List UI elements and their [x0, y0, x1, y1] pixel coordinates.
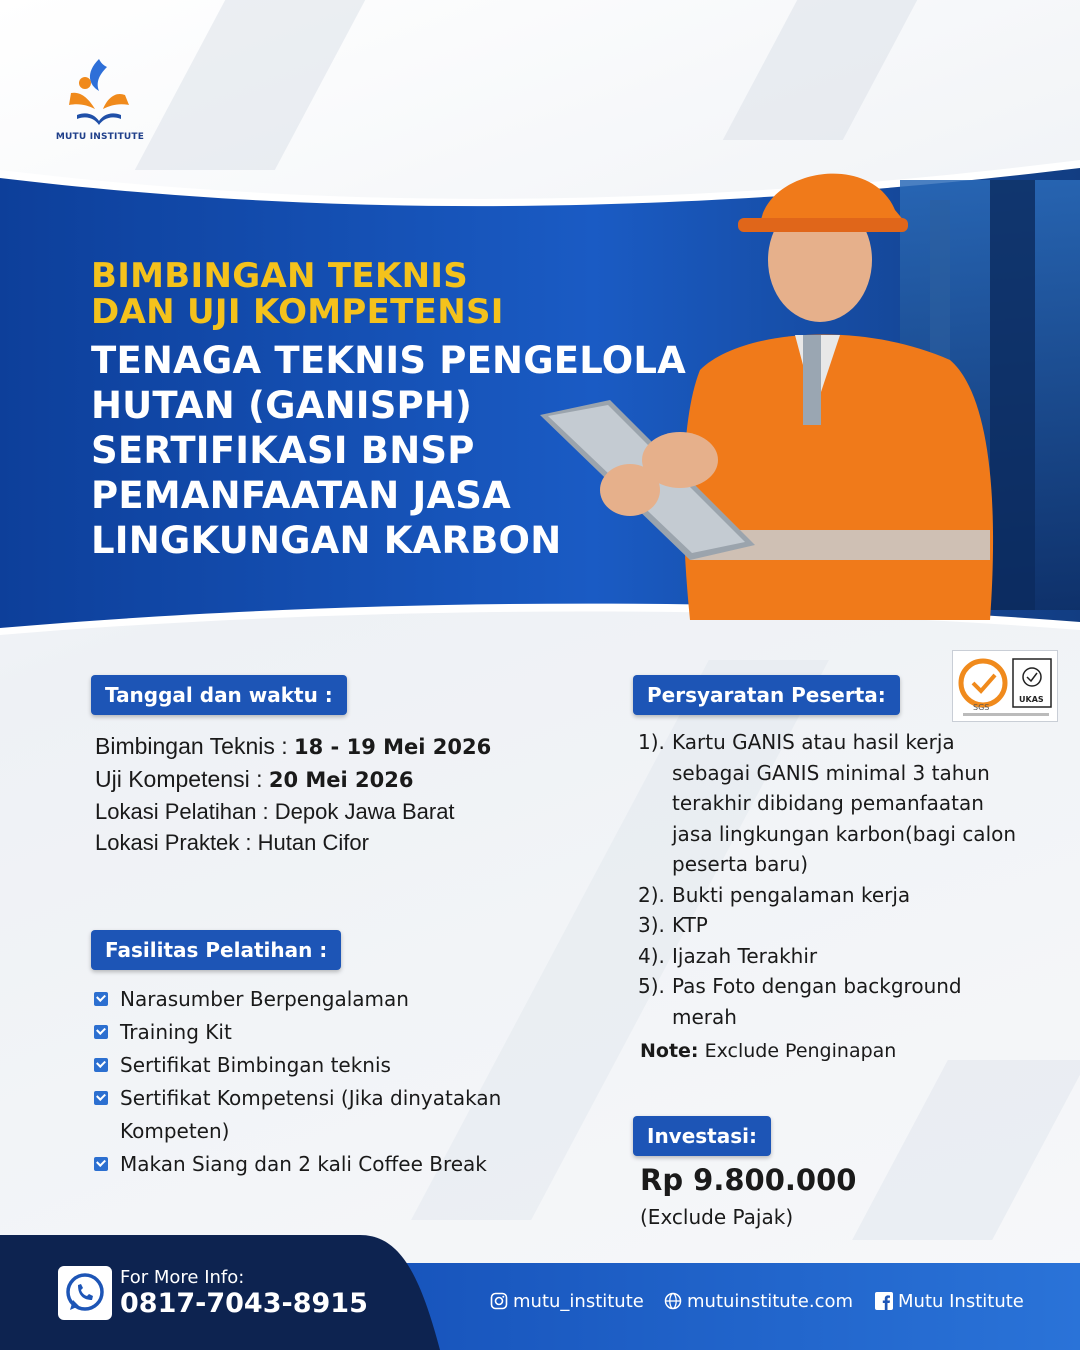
sgs-text: SGS: [973, 703, 990, 712]
list-item: 4). Ijazah Terakhir: [638, 943, 818, 968]
title-line: HUTAN (GANISPH): [91, 384, 473, 427]
note-text: Exclude Penginapan: [704, 1040, 897, 1062]
uji-label: Uji Kompetensi :: [95, 766, 263, 792]
certification-badge: [952, 650, 1058, 722]
list-item: 5). Pas Foto dengan background merah: [638, 974, 962, 1029]
lokasi-pelatihan: Lokasi Pelatihan : Depok Jawa Barat: [95, 799, 455, 824]
checkbox-icon: [94, 1058, 108, 1072]
logo-text: MUTU INSTITUTE: [55, 132, 145, 142]
price-note: (Exclude Pajak): [640, 1205, 794, 1229]
requirements-list: [638, 727, 1028, 1032]
list-item: Training Kit: [94, 1016, 594, 1049]
note: [640, 1040, 896, 1062]
price: Rp 9.800.000: [640, 1163, 857, 1197]
list-item: 2). Bukti pengalaman kerja: [638, 882, 911, 907]
note-label: Note:: [640, 1040, 699, 1062]
requirements-label: Persyaratan Peserta:: [633, 675, 900, 715]
list-item: 3). KTP: [638, 913, 708, 937]
title-line: SERTIFIKASI BNSP: [91, 429, 475, 472]
title-line: PEMANFAATAN JASA: [91, 474, 511, 517]
facilities-list: [94, 983, 594, 1181]
background-shape: [723, 0, 917, 140]
instagram-handle: mutu_institute: [513, 1290, 644, 1312]
list-item: Makan Siang dan 2 kali Coffee Break: [94, 1148, 594, 1181]
sgs-ukas-icon: [953, 651, 1059, 723]
title-block: [91, 258, 691, 563]
checkbox-icon: [94, 1091, 108, 1105]
instagram-link[interactable]: [490, 1288, 644, 1314]
website-url: mutuinstitute.com: [687, 1290, 854, 1312]
checkbox-icon: [94, 1157, 108, 1171]
investment-label: Investasi:: [633, 1116, 771, 1156]
more-info-label: For More Info:: [120, 1267, 245, 1288]
checkbox-icon: [94, 992, 108, 1006]
list-item: Sertifikat Bimbingan teknis: [94, 1049, 594, 1082]
uji-date: 20 Mei 2026: [268, 768, 414, 792]
facebook-link[interactable]: [875, 1288, 1024, 1314]
bimtek-label: Bimbingan Teknis :: [95, 733, 288, 759]
instagram-icon: [490, 1292, 508, 1310]
globe-icon: [664, 1292, 682, 1310]
lokasi-praktek: Lokasi Praktek : Hutan Cifor: [95, 830, 369, 855]
subtitle-line: DAN UJI KOMPETENSI: [91, 292, 504, 332]
subtitle-line: BIMBINGAN TEKNIS: [91, 256, 469, 296]
phone-number[interactable]: 0817-7043-8915: [120, 1288, 368, 1319]
title-line: LINGKUNGAN KARBON: [91, 519, 562, 562]
uji-row: [95, 763, 575, 796]
checkbox-icon: [94, 1025, 108, 1039]
bimtek-date: 18 - 19 Mei 2026: [294, 735, 492, 759]
main-title: [91, 338, 691, 563]
list-item: Sertifikat Kompetensi (Jika dinyatakan Kompeten): [94, 1082, 564, 1148]
facebook-icon: [875, 1292, 893, 1310]
facilities-label: Fasilitas Pelatihan :: [91, 930, 341, 970]
list-item: 1). Kartu GANIS atau hasil kerja sebagai GANIS minimal 3 tahun terakhir dibidang pemanfaatan jasa lingkungan karbon(bagi calon peserta baru): [638, 730, 1017, 876]
background-shape: [852, 1060, 1080, 1240]
background-shape: [135, 0, 365, 170]
logo-icon: [55, 55, 145, 135]
website-link[interactable]: [664, 1288, 853, 1314]
bimtek-row: [95, 730, 575, 763]
title-line: TENAGA TEKNIS PENGELOLA: [91, 339, 686, 382]
ukas-text: UKAS: [1019, 695, 1044, 704]
schedule-info: [95, 730, 575, 858]
facebook-name: Mutu Institute: [898, 1290, 1024, 1312]
schedule-label: Tanggal dan waktu :: [91, 675, 347, 715]
list-item: Narasumber Berpengalaman: [94, 983, 594, 1016]
mutu-institute-logo: [55, 55, 145, 145]
whatsapp-icon[interactable]: [58, 1266, 112, 1320]
